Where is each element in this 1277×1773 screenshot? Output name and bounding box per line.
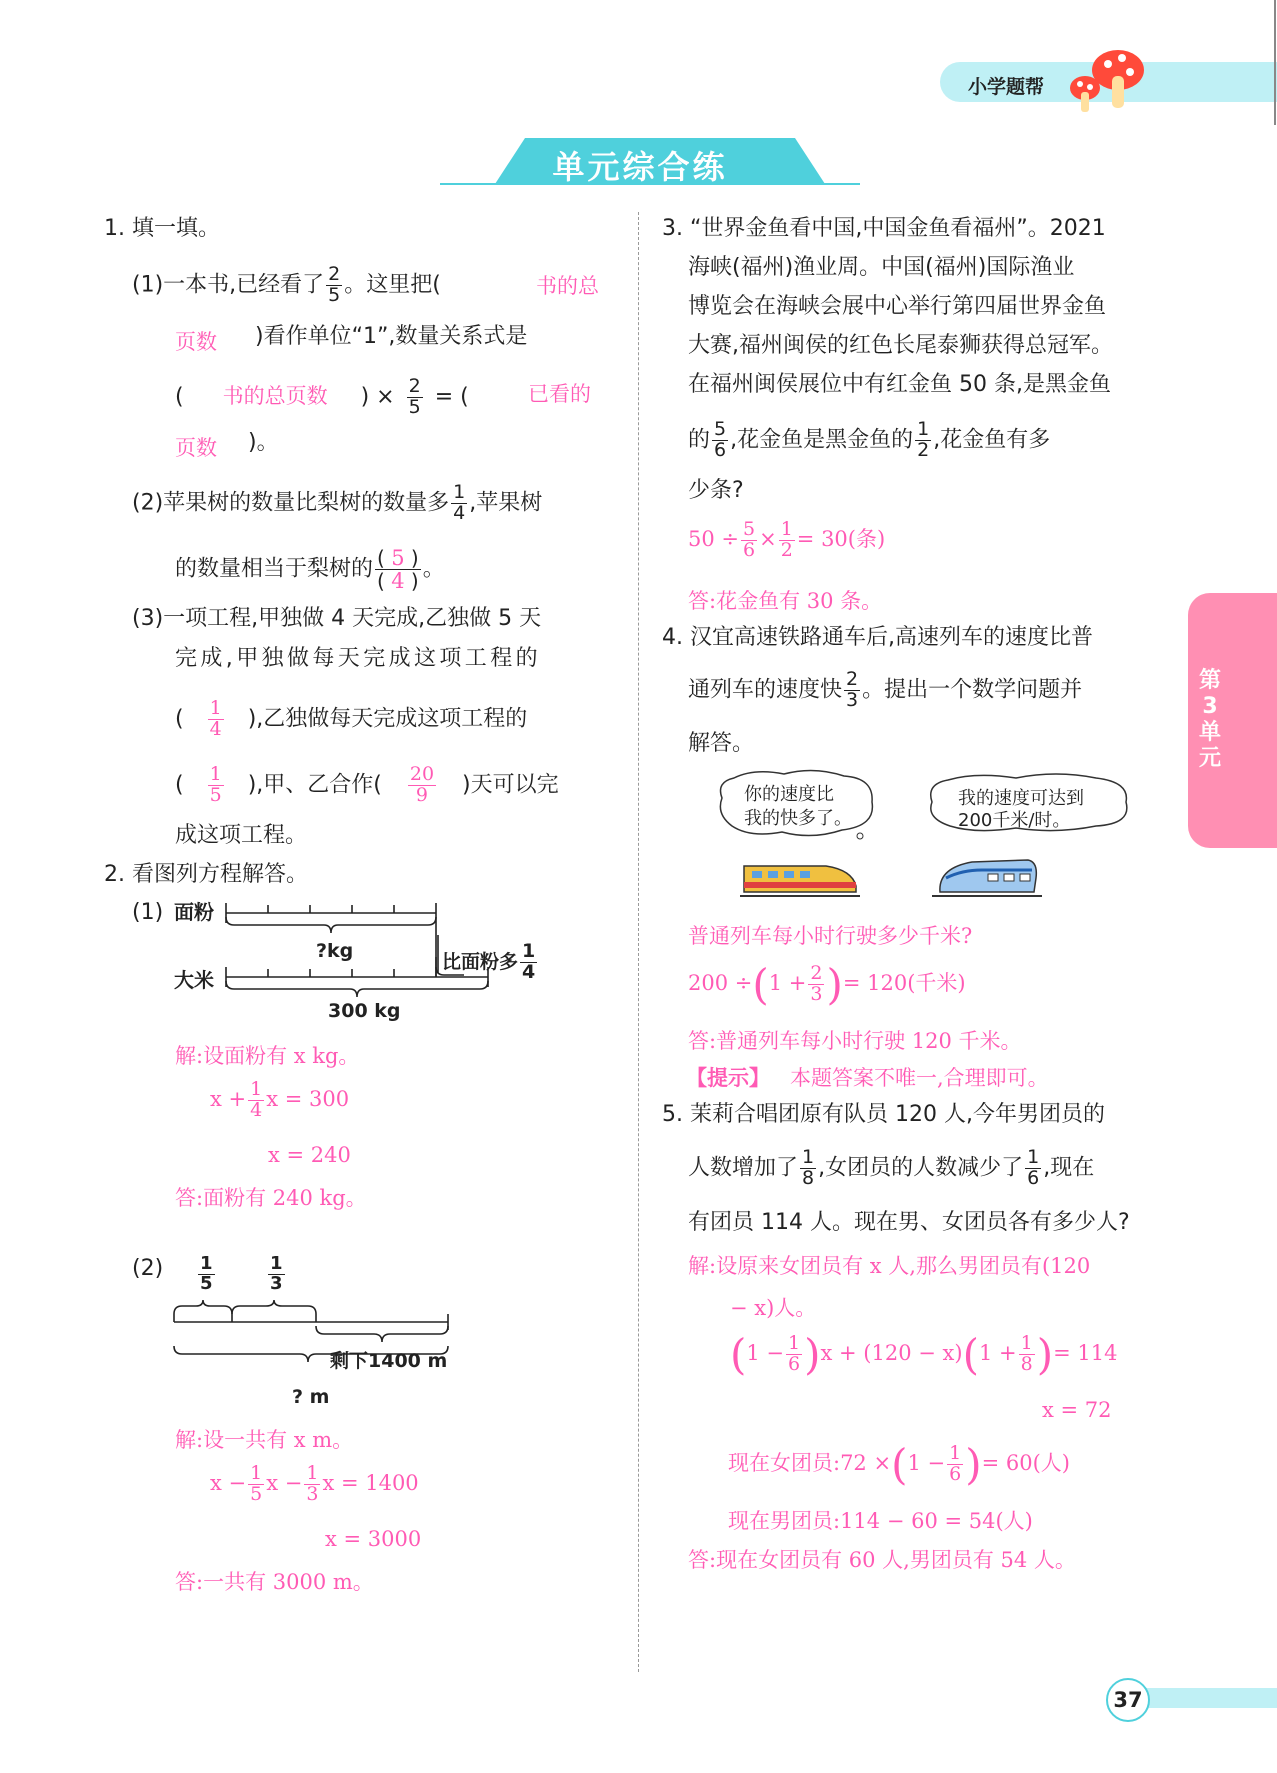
q1-p1-end: )。	[248, 430, 279, 455]
q5-answer-girls: 现在女团员:72 ×(1 − $\frac{1}{6}$ )= 60(人)	[728, 1440, 1070, 1489]
fraction: $\frac{1}{3}$	[306, 1462, 319, 1505]
fraction: $\frac{1}{8}$	[802, 1146, 815, 1189]
q2-p2-total: ? m	[292, 1386, 330, 1408]
q1-p1-answer2: 书的总页数	[222, 384, 328, 409]
q1-p1-answer1b: 页数	[175, 330, 217, 354]
q2-p2-label: (2)	[132, 1256, 164, 1281]
q3-line1: 3. “世界金鱼看中国,中国金鱼看福州”。2021	[662, 216, 1106, 241]
q2-p2-answer-x: x = 3000	[325, 1527, 422, 1551]
q2-p2-answer-equation: x − $\frac{1}{5}$ x − $\frac{1}{3}$ x = 1400	[210, 1462, 419, 1505]
fraction: $\frac{1}{2}$	[780, 518, 793, 561]
q1-p3-line5: 成这项工程。	[175, 823, 308, 848]
q1-p1-answer1a: 书的总	[536, 274, 599, 298]
q2-p1-answer-equation: x + $\frac{1}{4}$ x = 300	[210, 1078, 350, 1121]
q2-p1-rice-label: 大米	[174, 968, 214, 992]
fraction: $\frac{1}{4}$	[453, 481, 466, 524]
fraction: $\frac{1}{4}$	[250, 1078, 263, 1121]
q4-answer-final: 答:普通列车每小时行驶 120 千米。	[688, 1029, 1022, 1053]
page-title: 单元综合练	[552, 148, 728, 186]
speech-bubble-2-line2: 200千米/时。	[958, 810, 1071, 831]
fraction: $\frac{1}{4}$	[522, 940, 536, 983]
fraction: $\frac{1}{6}$	[788, 1332, 801, 1375]
q5-answer-boys: 现在男团员:114 − 60 = 54(人)	[728, 1509, 1033, 1533]
q2-p2-remaining: 剩下1400 m	[330, 1350, 448, 1372]
q2-p1-flour-label: 面粉	[174, 900, 214, 924]
q1-p1-line3: ( 书的总页数 ) × $\frac{2}{5}$ = (	[175, 375, 469, 418]
q4-line3: 解答。	[688, 731, 755, 756]
q1-p1-line1: (1)一本书,已经看了 $\frac{2}{5}$ 。这里把(	[132, 263, 441, 306]
q2-p1-total: 300 kg	[328, 1000, 401, 1022]
q1-p3-line2: 完成,甲独做每天完成这项工程的	[175, 646, 541, 671]
q3-answer-equation: 50 ÷ $\frac{5}{6}$ × $\frac{1}{2}$ = 30(条)	[688, 518, 886, 561]
q4-answer-question: 普通列车每小时行驶多少千米?	[688, 924, 973, 948]
header-label: 小学题帮	[968, 76, 1045, 98]
speech-bubble-1-line1: 你的速度比	[744, 784, 834, 805]
q3-answer-final: 答:花金鱼有 30 条。	[688, 589, 883, 613]
q3-line6: 的 $\frac{5}{6}$ ,花金鱼是黑金鱼的 $\frac{1}{2}$ ,花金鱼有多	[688, 418, 1051, 461]
q5-answer-x: x = 72	[1042, 1398, 1112, 1422]
q1-p2-line2: 的数量相当于梨树的 $\frac{( 5 )}{( 4 )}$ 。	[175, 546, 445, 594]
fraction: $\frac{1}{2}$	[917, 418, 930, 461]
q5-answer-equation: (1 − $\frac{1}{6}$ )x + (120 − x)(1 + $\frac{1}{8}$ )= 114	[730, 1330, 1118, 1379]
page-number-bar	[1145, 1688, 1277, 1708]
q1-p3-line4: ( $\frac{1}{5}$ ),甲、乙合作( $\frac{20}{9}$ )天可以完	[175, 763, 559, 806]
q4-answer-equation: 200 ÷(1 + $\frac{2}{3}$ )= 120(千米)	[688, 960, 966, 1009]
fraction: $\frac{2}{3}$	[810, 962, 823, 1005]
q4-tip: 【提示】 本题答案不唯一,合理即可。	[686, 1065, 1049, 1090]
q3-line7: 少条?	[688, 478, 744, 503]
q1-title: 1. 填一填。	[104, 216, 220, 241]
column-divider	[638, 212, 639, 1672]
q2-p1-answer-final: 答:面粉有 240 kg。	[175, 1186, 367, 1210]
q1-p1-answer3b: 页数	[175, 436, 217, 460]
q1-p3-answer3: $\frac{20}{9}$	[409, 763, 435, 806]
fraction: $\frac{1}{6}$	[1027, 1146, 1040, 1189]
q1-p3-line1: (3)一项工程,甲独做 4 天完成,乙独做 5 天	[132, 606, 542, 631]
q2-p1-more: 比面粉多 $\frac{1}{4}$	[442, 940, 536, 983]
q1-p3-answer2: $\frac{1}{5}$	[209, 763, 222, 806]
fraction: $\frac{1}{6}$	[949, 1442, 962, 1485]
q1-p3-line3: ( $\frac{1}{4}$ ),乙独做每天完成这项工程的	[175, 697, 528, 740]
high-speed-train-icon	[932, 848, 1042, 900]
fraction: $\frac{2}{5}$	[408, 375, 421, 418]
fraction: $\frac{5}{6}$	[714, 418, 727, 461]
fraction: $\frac{1}{5}$	[250, 1462, 263, 1505]
fraction: $\frac{1}{8}$	[1020, 1332, 1033, 1375]
fraction: $\frac{2}{3}$	[846, 668, 859, 711]
regular-train-icon	[740, 856, 860, 898]
q2-title: 2. 看图列方程解答。	[104, 862, 308, 887]
q2-p2-frac2: $\frac{1}{3}$	[270, 1253, 283, 1294]
page-number: 37	[1106, 1678, 1150, 1722]
q1-p3-answer1: $\frac{1}{4}$	[209, 697, 222, 740]
q2-p1-label: (1)	[132, 900, 164, 925]
mushroom-icon	[1060, 42, 1150, 117]
q5-line2: 人数增加了 $\frac{1}{8}$ ,女团员的人数减少了 $\frac{1}{6}$ ,现在	[688, 1146, 1095, 1189]
unit-side-label: 第3单元	[1198, 668, 1221, 771]
q5-line3: 有团员 114 人。现在男、女团员各有多少人?	[688, 1210, 1130, 1235]
speech-bubble-2-line1: 我的速度可达到	[958, 788, 1084, 809]
top-right-rule	[1274, 0, 1276, 125]
q1-p1-line2: )看作单位“1”,数量关系式是	[255, 324, 528, 349]
q2-p1-answer-x: x = 240	[268, 1143, 351, 1167]
q2-p2-answer-final: 答:一共有 3000 m。	[175, 1570, 374, 1594]
fraction: $\frac{2}{5}$	[328, 263, 341, 306]
q2-p1-unknown: ?kg	[316, 940, 354, 962]
q1-p2-answer: $\frac{( 5 )}{( 4 )}$	[377, 546, 419, 594]
q5-line1: 5. 茉莉合唱团原有队员 120 人,今年男团员的	[662, 1102, 1105, 1127]
q3-line5: 在福州闽侯展位中有红金鱼 50 条,是黑金鱼	[688, 372, 1111, 397]
q4-line2: 通列车的速度快 $\frac{2}{3}$ 。提出一个数学问题并	[688, 668, 1083, 711]
q2-p1-answer-let: 解:设面粉有 x kg。	[175, 1044, 360, 1068]
q3-line3: 博览会在海峡会展中心举行第四届世界金鱼	[688, 294, 1107, 319]
q5-answer-let1: 解:设原来女团员有 x 人,那么男团员有(120	[688, 1254, 1091, 1278]
fraction: $\frac{5}{6}$	[743, 518, 756, 561]
q3-line2: 海峡(福州)渔业周。中国(福州)国际渔业	[688, 255, 1075, 280]
q2-p2-frac1: $\frac{1}{5}$	[200, 1253, 213, 1294]
q1-p1-answer3a: 已看的	[528, 382, 591, 406]
q4-line1: 4. 汉宜高速铁路通车后,高速列车的速度比普	[662, 625, 1093, 650]
speech-bubble-1-line2: 我的快多了。	[744, 808, 852, 829]
q3-line4: 大赛,福州闽侯的红色长尾泰狮获得总冠军。	[688, 333, 1113, 358]
q5-answer-let2: − x)人。	[730, 1296, 817, 1320]
q2-p2-answer-let: 解:设一共有 x m。	[175, 1428, 354, 1452]
q5-answer-final: 答:现在女团员有 60 人,男团员有 54 人。	[688, 1548, 1076, 1572]
q1-p2-line1: (2)苹果树的数量比梨树的数量多 $\frac{1}{4}$ ,苹果树	[132, 481, 543, 524]
